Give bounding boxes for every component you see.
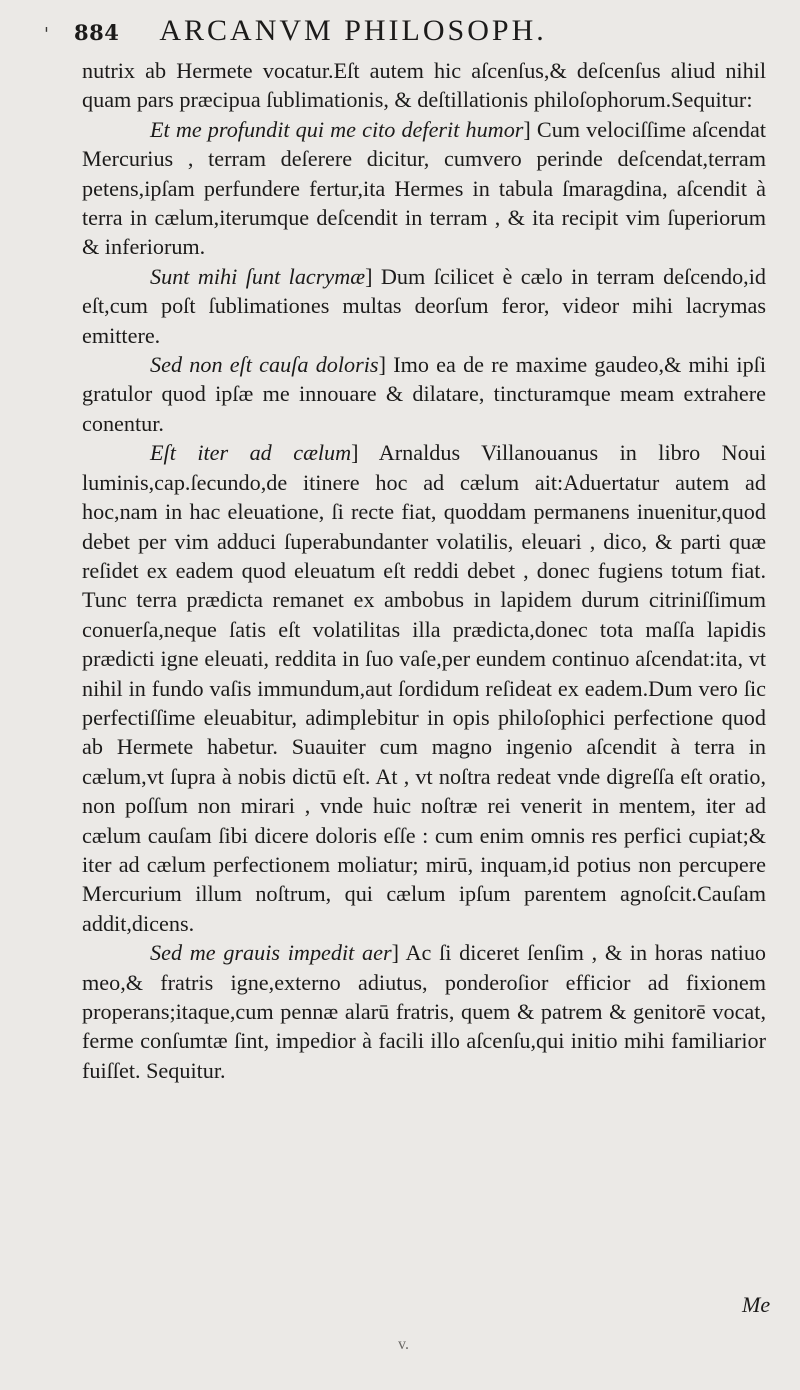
paragraph-text: Ac ſi diceret ſenſim , & in horas natiuo meo,& fratris igne,externo adiutus, ponderoſior efficior ad fixionem properans;itaque,cum pennæ alarū fratris, quem & patrem & genitorē vocat, ferme conſumtæ ſint, impedior à facili illo aſcenſu,qui initio mihi familiarior fuiſſet. Sequitur. xyxy=(82,940,767,1083)
paragraph-text: Cum velociſſime aſcendat Mercurius , terram deſerere dicitur, cumvero perinde deſcendat,terram petens,ipſam perfundere fertur,ita Hermes in tabula ſmaragdina, aſcendit à terra in cælum,iterumque deſcendit in terram , & ita recipit vim ſuperiorum & inferiorum. xyxy=(82,116,766,260)
running-title: ARCANVM PHILOSOPH. xyxy=(159,14,547,47)
catchword: Me xyxy=(742,1292,771,1317)
paragraph-text: Imo ea de re maxime gaudeo,& mihi ipſi gratulor quod ipſæ me innouare & dilatare, tincturamque meam extrahere conentur. xyxy=(82,352,766,436)
paragraph xyxy=(82,262,766,350)
running-head xyxy=(44,14,766,54)
paragraph xyxy=(82,438,766,938)
stray-ink-mark: v. xyxy=(398,1336,409,1353)
lemma-quote: Sed me grauis impedit aer xyxy=(150,940,392,966)
paragraph-text: Arnaldus Villanouanus in libro Noui luminis,cap.ſecundo,de itinere hoc ad cælum ait:Aduertatur autem ad hoc,nam in hac eleuatione, ſi recte fiat, quoddam permanens inuenitur,quod debet per vim adduci ſuperabundanter volatilis, eleuari , dico, & parti quæ reſidet ex eadem quod eleuatum eſt reddi debet , donec fugiens totum fiat. Tunc terra prædicta remanet ex ambobus in lapidem durum citriniſſimum conuerſa,neque ſatis eſt volatilitas illa prædicta,donec tota maſſa lapidis prædicti igne eleuati, reddita in ſuo vaſe,per eundem continuo aſcendat:ita, vt nihil in fundo vaſis immundum,aut ſordidum reſideat ex eadem.Dum vero ſic perfectiſſime eleuabitur, adimplebitur in opis philoſophici perfectione quod ab Hermete habetur. Suauiter cum magno ingenio aſcendit à terra in cælum,vt ſupra à nobis dictū eſt. At , vt noſtra redeat vnde digreſſa eſt oratio, non poſſum non mirari , vnde huic noſtræ rei venerit in mentem, iter ad cælum cauſam ſibi dicere doloris eſſe : cum enim omnis res perfici cupiat;& iter ad cælum perfectionem moliatur; mirū, inquam,id potius non percupere Mercurium illum noſtrum, qui cælum ipſum parentem agnoſcit.Cauſam addit,dicens. xyxy=(82,440,767,936)
paragraph xyxy=(82,350,766,438)
lemma-bracket: ] xyxy=(523,116,531,142)
lemma-quote: Et me profundit qui me cito deferit humor xyxy=(150,116,524,142)
lemma-quote: Eſt iter ad cælum xyxy=(150,440,352,466)
lemma-bracket: ] xyxy=(351,440,359,466)
paragraph-text: Dum ſcilicet è cælo in terram deſcendo,id eſt,cum poſt ſublimationes multas deorſum feror, videor mihi lacrymas emittere. xyxy=(82,263,766,348)
paragraph-text: nutrix ab Hermete vocatur.Eſt autem hic aſcenſus,& deſcenſus aliud nihil quam pars præcipua ſublimationis, & deſtillationis philoſophorum.Sequitur: xyxy=(82,58,766,113)
paragraph xyxy=(82,56,766,115)
lemma-bracket: ] xyxy=(378,352,386,378)
paragraph xyxy=(82,938,766,1085)
margin-mark: ' xyxy=(44,24,49,45)
lemma-bracket: ] xyxy=(391,940,399,966)
body-text xyxy=(82,56,766,1085)
lemma-bracket: ] xyxy=(365,263,373,289)
paragraph xyxy=(82,115,766,262)
page-number: 884 xyxy=(74,20,120,45)
lemma-quote: Sed non eſt cauſa doloris xyxy=(150,352,379,378)
lemma-quote: Sunt mihi ſunt lacrymæ xyxy=(150,263,366,289)
